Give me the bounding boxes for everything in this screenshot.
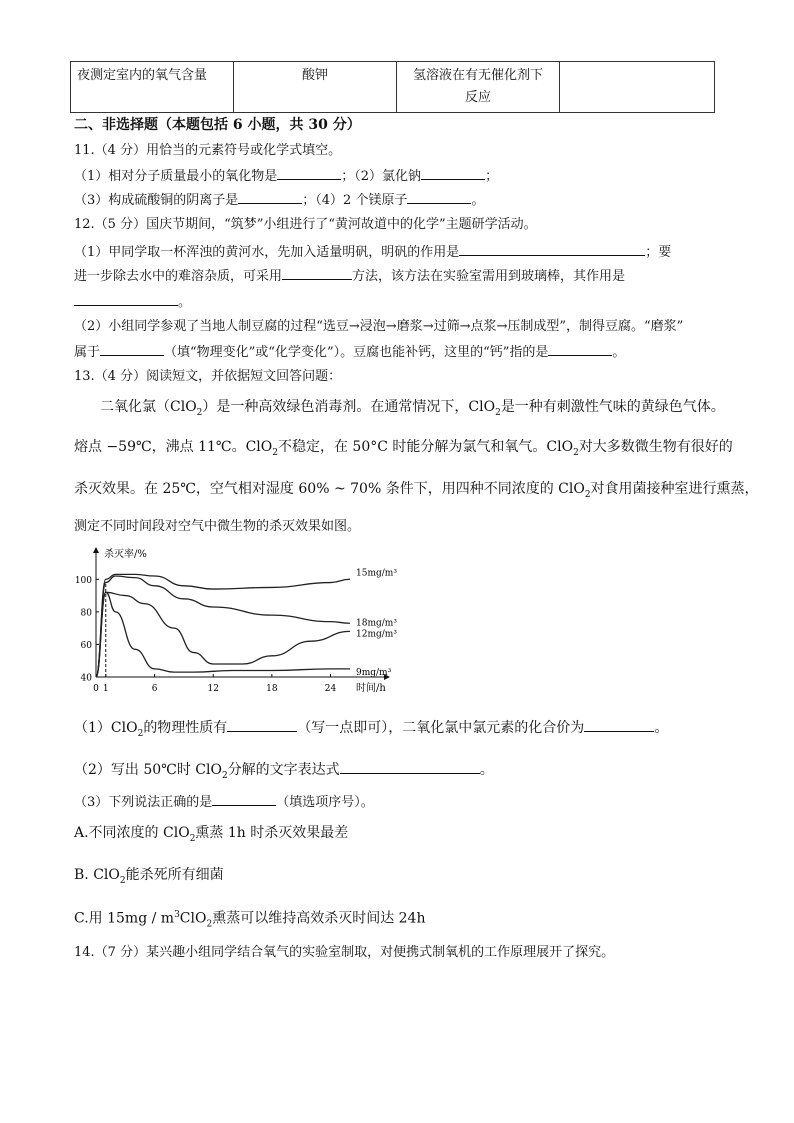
q13-reading-line4: 测定不同时间段对空气中微生物的杀灭效果如图。 [74, 519, 361, 534]
subscript: 2 [573, 447, 579, 458]
q11-text: （1）相对分子质量最小的氧化物是 [74, 169, 278, 184]
q13-text: 。 [654, 720, 669, 736]
q11-text: ；（4）2 个镁原子 [302, 193, 408, 208]
option-text: B. ClO [74, 867, 120, 883]
answer-blank[interactable] [421, 166, 485, 180]
q12-p1-line3 [74, 292, 191, 312]
q11-stem: 11.（4 分）用恰当的元素符号或化学式填空。 [74, 143, 342, 158]
top-table [70, 61, 715, 113]
subscript: 2 [584, 489, 591, 500]
y-axis-label: 杀灭率/% [104, 549, 147, 560]
y-tick-label: 60 [80, 640, 92, 651]
q13-text: （写一点即可），二氧化氯中氯元素的化合价为 [297, 720, 585, 736]
q13-text: （填选项序号）。 [276, 795, 374, 810]
q12-stem: 12.（5 分）国庆节期间，“筑梦”小组进行了“黄河故道中的化学”主题研学活动。 [74, 217, 537, 232]
table-cell-line: 反应 [464, 90, 491, 105]
q11-text: 。 [471, 193, 485, 208]
q13-text: （1）ClO [74, 720, 138, 736]
reading-text: 对大多数微生物有很好的 [578, 439, 733, 455]
q12-p1-line1 [74, 242, 671, 262]
series-line [96, 574, 350, 677]
x-tick-label: 6 [151, 684, 158, 694]
reading-text: 杀灭效果。在 25℃，空气相对湿度 60% ~ 70% 条件下，用四种不同浓度的 ClO [74, 481, 585, 497]
subscript: 2 [119, 875, 126, 886]
answer-blank[interactable] [277, 166, 341, 180]
series-label: 18mg/m³ [356, 618, 397, 629]
answer-blank[interactable] [74, 292, 178, 306]
q13-text: （2）写出 50℃时 ClO [74, 762, 222, 778]
x-tick-label: 0 [93, 684, 99, 694]
series-label: 9mg/m³ [356, 667, 392, 678]
q13-sub3 [74, 792, 374, 812]
q11-text: ； [485, 169, 499, 184]
answer-blank[interactable] [238, 190, 302, 204]
q12-text: 。 [178, 295, 192, 310]
subscript: 2 [221, 770, 228, 781]
q12-p1-line2 [74, 266, 625, 286]
q13-reading-line2 [74, 438, 733, 462]
reading-text: 对食用菌接种室进行熏蒸， [590, 481, 759, 497]
subscript: 2 [196, 407, 203, 418]
q12-p2-line2 [74, 342, 625, 362]
option-text: C.用 15mg / m [74, 910, 175, 927]
series-line [96, 592, 350, 677]
q11-line1 [74, 166, 498, 186]
q12-p2-line1: （2）小组同学参观了当地人制豆腐的过程“选豆→浸泡→磨浆→过筛→点浆→压制成型”，制得豆腐。“磨浆” [74, 319, 684, 334]
x-axis-label: 时间/h [356, 683, 386, 694]
q12-text: ；要 [645, 245, 672, 260]
series-label: 12mg/m³ [356, 629, 397, 640]
q12-text: 进一步除去水中的难溶杂质，可采用 [74, 269, 283, 284]
q13-reading-line3 [74, 480, 759, 504]
table-row [71, 62, 715, 113]
reading-text: 不稳定，在 50°C 时能分解为氯气和氧气。ClO [277, 439, 574, 455]
subscript: 2 [495, 407, 501, 418]
answer-blank[interactable] [212, 792, 276, 806]
option-c[interactable] [74, 906, 425, 933]
table-cell-line: 氢溶液在有无催化剂下 [412, 68, 543, 83]
reading-text: 是一种有刺激性气味的黄绿色气体。 [500, 399, 725, 415]
table-cell: 夜测定室内的氧气含量 [71, 62, 234, 113]
q12-text: （1）甲同学取一杯浑浊的黄河水，先加入适量明矾，明矾的作用是 [74, 245, 460, 260]
x-tick-label: 1 [102, 684, 109, 694]
table-cell [560, 62, 715, 113]
q14-stem: 14.（7 分）某兴趣小组同学结合氧气的实验室制取，对便携式制氧机的工作原理展开了探究。 [74, 945, 615, 960]
series-label: 15mg/m³ [356, 568, 397, 579]
chart-axes [93, 547, 390, 680]
answer-blank[interactable] [340, 760, 480, 774]
x-tick-label: 24 [324, 684, 337, 694]
q11-line2 [74, 190, 484, 210]
reading-text: ）是一种高效绿色消毒剂。在通常情况下，ClO [202, 399, 496, 415]
y-tick-label: 100 [74, 575, 92, 586]
x-tick-label: 18 [266, 684, 278, 694]
q12-text: 属于 [74, 345, 101, 360]
y-axis-arrow [93, 547, 99, 553]
table-cell [397, 62, 560, 113]
subscript: 2 [137, 728, 144, 739]
table-cell: 酸钾 [234, 62, 397, 113]
option-text: 熏蒸 1h 时杀灭效果最差 [195, 825, 349, 841]
q13-text: 。 [479, 762, 494, 778]
answer-blank[interactable] [548, 342, 612, 356]
option-text: 熏蒸可以维持高效杀灭时间达 24h [212, 910, 426, 927]
section-title: 二、非选择题（本题包括 6 小题，共 30 分） [74, 117, 361, 133]
answer-blank[interactable] [227, 718, 297, 732]
reading-text: 熔点 −59℃，沸点 11℃。ClO [74, 439, 273, 455]
q13-text: 的物理性质有 [143, 720, 228, 736]
option-text: A.不同浓度的 ClO [74, 825, 190, 841]
q13-sub2 [74, 760, 494, 785]
option-text: 能杀死所有细菌 [125, 867, 224, 883]
answer-blank[interactable] [100, 342, 164, 356]
subscript: 2 [272, 447, 278, 458]
q13-sub1 [74, 718, 668, 743]
superscript: 3 [174, 910, 180, 920]
answer-blank[interactable] [584, 718, 654, 732]
y-tick-label: 40 [80, 673, 92, 684]
q13-text: 分解的文字表达式 [227, 762, 340, 778]
option-b[interactable] [74, 866, 224, 890]
q12-text: （填“物理变化”或“化学变化”）。豆腐也能补钙，这里的“钙”指的是 [164, 345, 549, 360]
chart-labels [104, 547, 397, 694]
q13-stem: 13.（4 分）阅读短文，并依据短文回答问题： [74, 369, 342, 384]
reading-text: 二氧化氯（ClO [100, 399, 197, 415]
series-line [96, 576, 350, 677]
chart-series [96, 574, 350, 677]
q11-text: （3）构成硫酸铜的阴离子是 [74, 193, 239, 208]
x-tick-label: 12 [207, 684, 219, 694]
q12-text: 。 [612, 345, 626, 360]
q11-text: ；（2）氯化钠 [341, 169, 422, 184]
y-tick-label: 80 [80, 608, 92, 619]
option-a[interactable] [74, 824, 348, 848]
answer-blank[interactable] [407, 190, 471, 204]
option-text: ClO [179, 910, 207, 927]
q12-text: 方法，该方法在实验室需用到玻璃棒，其作用是 [352, 269, 626, 284]
q13-reading-line1 [100, 398, 725, 422]
q13-text: （3）下列说法正确的是 [74, 795, 213, 810]
answer-blank[interactable] [282, 266, 352, 280]
subscript: 2 [189, 833, 196, 844]
answer-blank[interactable] [459, 242, 645, 256]
subscript: 2 [206, 919, 213, 930]
kill-rate-chart [70, 545, 430, 700]
